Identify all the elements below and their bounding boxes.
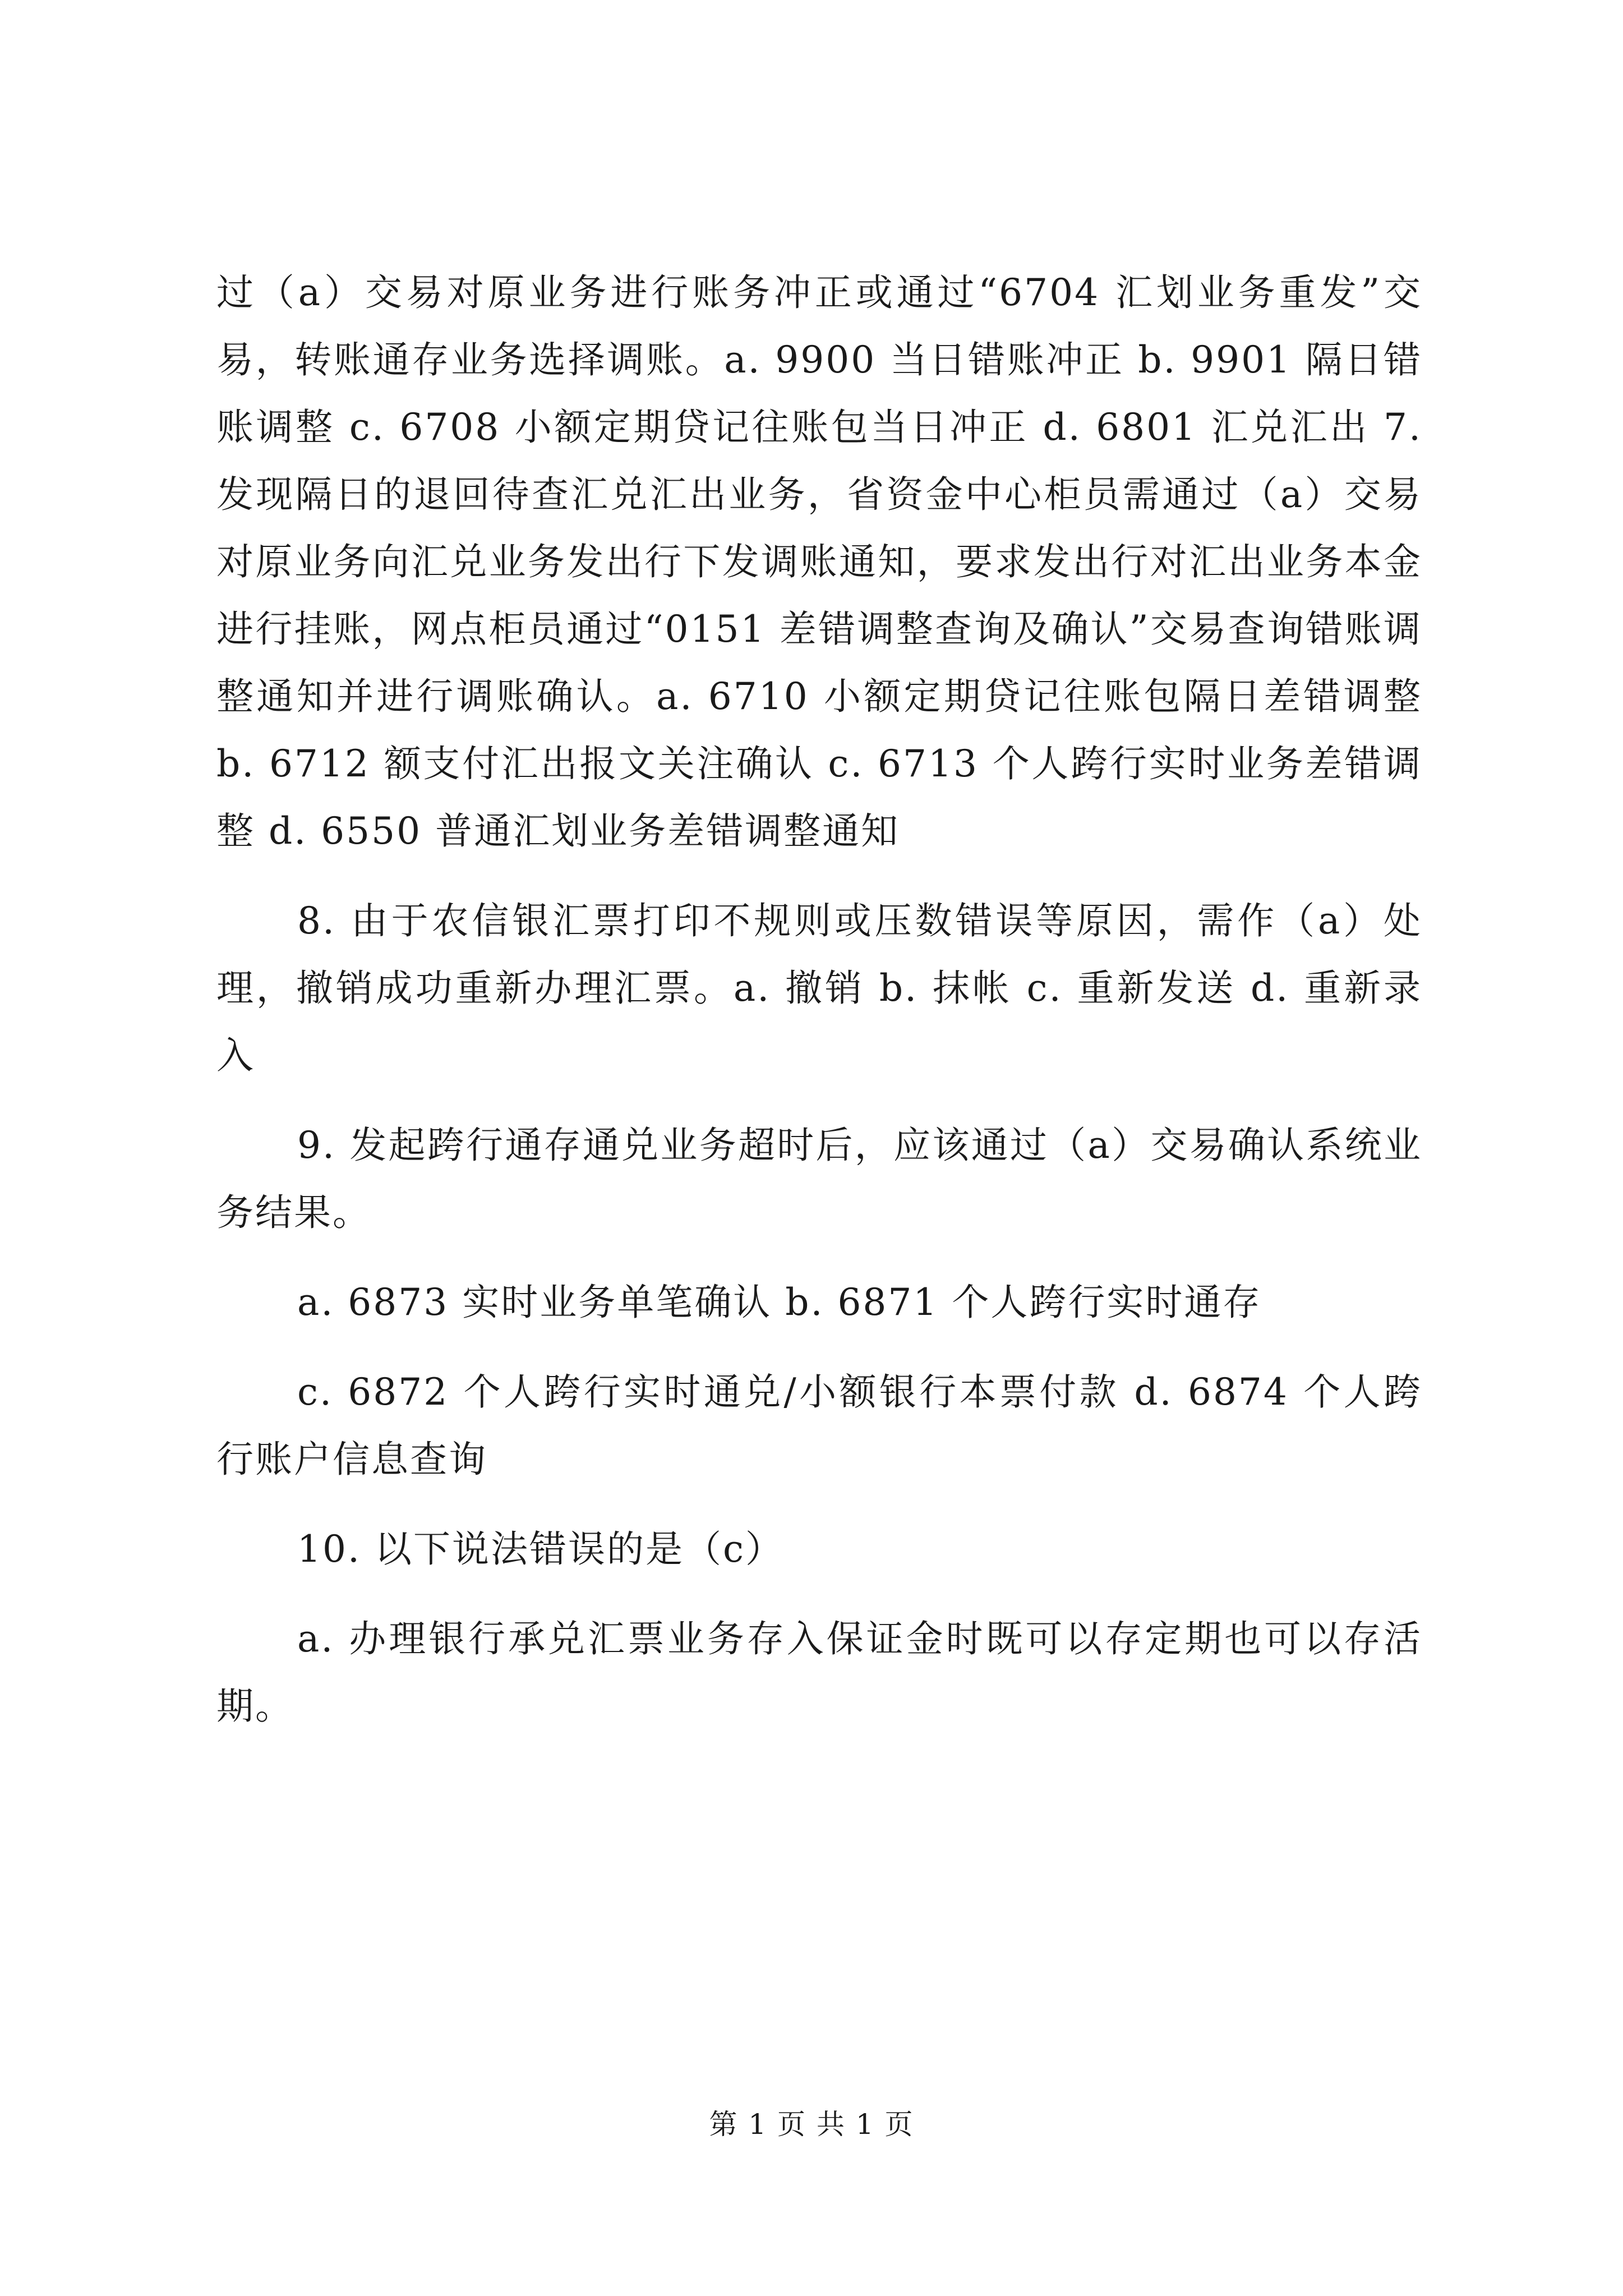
paragraph-question-10: 10. 以下说法错误的是（c） bbox=[297, 1527, 784, 1571]
page-footer: 第 1 页 共 1 页 bbox=[709, 2108, 914, 2141]
paragraph-options-9b: c. 6872 个人跨行实时通兑/小额银行本票付款 d. 6874 个人跨行账户信息查询 bbox=[216, 1370, 1422, 1481]
document-body bbox=[216, 259, 1422, 1740]
paragraph-options-9a: a. 6873 实时业务单笔确认 b. 6871 个人跨行实时通存 bbox=[297, 1281, 1262, 1324]
paragraph-question-8: 8. 由于农信银汇票打印不规则或压数错误等原因，需作（a）处理，撤销成功重新办理汇票。a. 撤销 b. 抹帐 c. 重新发送 d. 重新录入 bbox=[216, 899, 1422, 1077]
paragraph-continuation: 过（a）交易对原业务进行账务冲正或通过“6704 汇划业务重发”交易，转账通存业务选择调账。a. 9900 当日错账冲正 b. 9901 隔日错账调整 c. 6708 小额定期贷记往账包当日冲正 d. 6801 汇兑汇出 7. 发现隔日的退回待查汇兑汇出业务，省资金中心柜员需通过（a）交易对原业务向汇兑业务发出行下发调账通知，要求发出行对汇出业务本金进行挂账，网点柜员通过“0151 差错调整查询及确认”交易查询错账调整通知并进行调账确认。a. 6710 小额定期贷记往账包隔日差错调整 b. 6712 额支付汇出报文关注确认 c. 6713 个人跨行实时业务差错调整 d. 6550 普通汇划业务差错调整通知 bbox=[216, 271, 1422, 853]
paragraph-option-10a: a. 办理银行承兑汇票业务存入保证金时既可以存定期也可以存活期。 bbox=[216, 1617, 1422, 1728]
paragraph-question-9: 9. 发起跨行通存通兑业务超时后，应该通过（a）交易确认系统业务结果。 bbox=[216, 1124, 1422, 1234]
